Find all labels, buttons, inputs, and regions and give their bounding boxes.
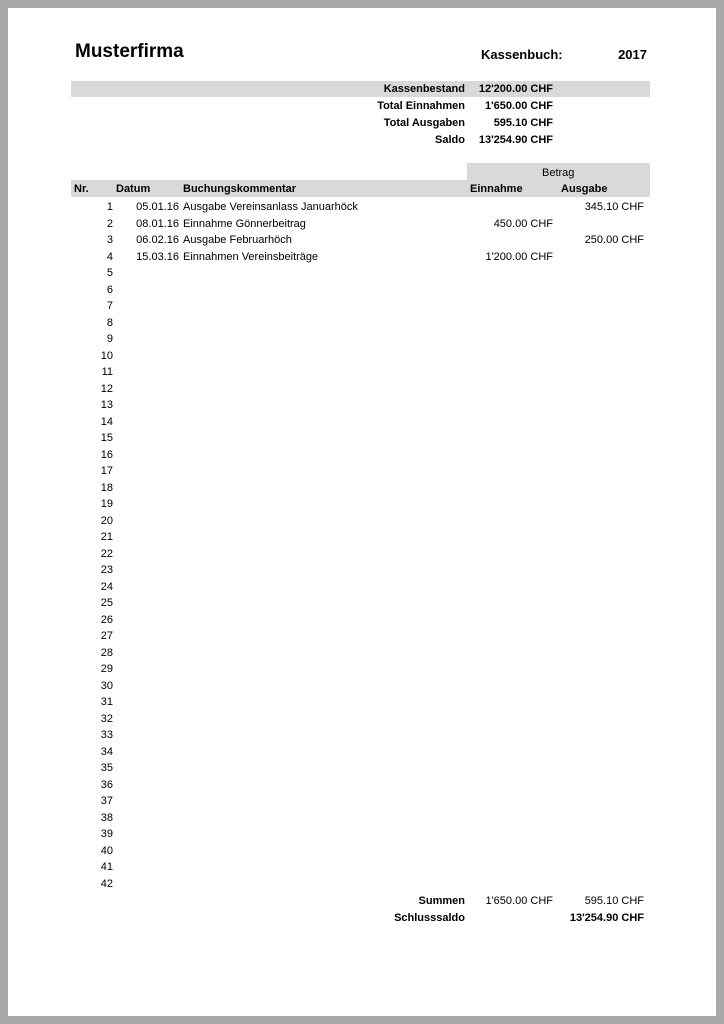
- row-number: 32: [100, 712, 113, 725]
- table-row: [71, 810, 650, 827]
- table-row: [71, 595, 650, 612]
- table-row: [71, 199, 650, 216]
- summary-label: Total Ausgaben: [383, 117, 465, 129]
- row-number: 15: [100, 432, 113, 444]
- row-number: 31: [100, 696, 113, 708]
- row-date: 05.01.16: [136, 201, 179, 213]
- table-row: [71, 579, 650, 596]
- table-row: [71, 628, 650, 645]
- summary-value: 595.10 CHF: [493, 117, 553, 129]
- table-row: [71, 249, 650, 266]
- row-number: 26: [100, 613, 113, 626]
- summary-row-total-einnahmen: [71, 98, 650, 114]
- table-row: [71, 678, 650, 695]
- column-header-ausgabe: Ausgabe: [561, 183, 608, 195]
- row-number: 28: [100, 646, 113, 659]
- table-row: [71, 463, 650, 480]
- row-comment: Ausgabe Februarhöch: [183, 234, 292, 246]
- row-ausgabe: 345.10 CHF: [584, 201, 644, 213]
- row-number: 22: [100, 547, 113, 560]
- table-row: [71, 612, 650, 629]
- column-header-kommentar: Buchungskommentar: [183, 183, 297, 195]
- schlusssaldo-label: Schlusssaldo: [394, 912, 465, 924]
- row-number: 30: [100, 679, 113, 692]
- document-page: [8, 8, 716, 1016]
- table-row: [71, 496, 650, 513]
- row-number: 2: [106, 217, 113, 230]
- row-date: 06.02.16: [136, 234, 179, 246]
- row-number: 11: [101, 366, 113, 378]
- row-number: 25: [100, 597, 113, 609]
- row-number: 41: [100, 861, 113, 873]
- row-number: 19: [100, 498, 113, 510]
- table-row: [71, 364, 650, 381]
- table-row: [71, 513, 650, 530]
- company-name: Musterfirma: [75, 41, 184, 62]
- summary-value: 1'650.00 CHF: [484, 100, 553, 112]
- row-number: 14: [100, 415, 113, 428]
- row-number: 23: [100, 564, 113, 576]
- table-row: [71, 414, 650, 431]
- row-number: 37: [100, 795, 113, 807]
- table-row: [71, 480, 650, 497]
- row-number: 10: [100, 349, 113, 362]
- table-row: [71, 562, 650, 579]
- table-row: [71, 298, 650, 315]
- row-number: 40: [100, 844, 113, 857]
- table-row: [71, 859, 650, 876]
- table-row: [71, 711, 650, 728]
- table-row: [71, 430, 650, 447]
- table-row: [71, 645, 650, 662]
- row-number: 29: [100, 663, 113, 675]
- row-number: 20: [100, 514, 113, 527]
- row-number: 27: [100, 630, 113, 642]
- summary-value: 12'200.00 CHF: [478, 83, 553, 95]
- row-number: 13: [100, 399, 113, 411]
- summary-label: Total Einnahmen: [377, 100, 465, 112]
- summary-label: Saldo: [435, 134, 465, 146]
- row-number: 17: [100, 465, 113, 477]
- row-date: 08.01.16: [136, 217, 179, 230]
- table-row: [71, 315, 650, 332]
- schlusssaldo-value: 13'254.90 CHF: [569, 912, 644, 924]
- row-einnahme: 450.00 CHF: [493, 217, 553, 230]
- summen-einnahme: 1'650.00 CHF: [485, 895, 553, 907]
- row-number: 18: [100, 481, 113, 494]
- row-number: 38: [100, 811, 113, 824]
- table-row: [71, 331, 650, 348]
- table-row: [71, 777, 650, 794]
- document-year: 2017: [618, 47, 647, 62]
- table-row: [71, 397, 650, 414]
- table-row: [71, 826, 650, 843]
- row-einnahme: 1'200.00 CHF: [485, 250, 553, 263]
- row-ausgabe: 250.00 CHF: [584, 234, 644, 246]
- summen-row: [71, 893, 650, 909]
- table-row: [71, 876, 650, 893]
- summary-value: 13'254.90 CHF: [478, 134, 553, 146]
- table-row: [71, 529, 650, 546]
- table-row: [71, 843, 650, 860]
- row-number: 12: [100, 382, 113, 395]
- row-number: 7: [106, 300, 113, 312]
- summary-row-saldo: [71, 132, 650, 148]
- row-number: 35: [100, 762, 113, 774]
- summary-label: Kassenbestand: [383, 83, 465, 95]
- row-comment: Einnahmen Vereinsbeiträge: [183, 250, 319, 263]
- table-row: [71, 216, 650, 233]
- row-number: 24: [100, 580, 113, 593]
- summen-ausgabe: 595.10 CHF: [584, 895, 644, 907]
- row-number: 16: [100, 448, 113, 461]
- summary-row-kassenbestand: [71, 81, 650, 97]
- row-number: 36: [100, 778, 113, 791]
- row-number: 42: [100, 877, 113, 890]
- row-number: 39: [100, 828, 113, 840]
- table-row: [71, 381, 650, 398]
- row-number: 9: [106, 333, 113, 345]
- column-header-datum: Datum: [116, 183, 151, 195]
- document-type-label: Kassenbuch:: [481, 47, 563, 62]
- table-row: [71, 282, 650, 299]
- row-comment: Ausgabe Vereinsanlass Januarhöck: [183, 201, 358, 213]
- summen-label: Summen: [418, 895, 465, 907]
- table-row: [71, 232, 650, 249]
- table-row: [71, 661, 650, 678]
- row-number: 4: [106, 250, 113, 263]
- row-number: 6: [106, 283, 113, 296]
- summary-row-total-ausgaben: [71, 115, 650, 131]
- table-row: [71, 546, 650, 563]
- table-row: [71, 694, 650, 711]
- table-row: [71, 744, 650, 761]
- row-number: 21: [100, 531, 113, 543]
- table-row: [71, 760, 650, 777]
- row-number: 3: [106, 234, 113, 246]
- row-number: 5: [106, 267, 113, 279]
- betrag-label: Betrag: [542, 167, 575, 179]
- column-header-nr: Nr.: [74, 183, 89, 195]
- row-number: 33: [100, 729, 113, 741]
- table-row: [71, 447, 650, 464]
- row-number: 1: [106, 201, 113, 213]
- schlusssaldo-row: [71, 910, 650, 926]
- row-number: 34: [100, 745, 113, 758]
- row-number: 8: [106, 316, 113, 329]
- table-row: [71, 793, 650, 810]
- table-row: [71, 348, 650, 365]
- row-date: 15.03.16: [136, 250, 179, 263]
- table-row: [71, 265, 650, 282]
- table-row: [71, 727, 650, 744]
- column-header-einnahme: Einnahme: [470, 183, 523, 195]
- row-comment: Einnahme Gönnerbeitrag: [183, 217, 306, 230]
